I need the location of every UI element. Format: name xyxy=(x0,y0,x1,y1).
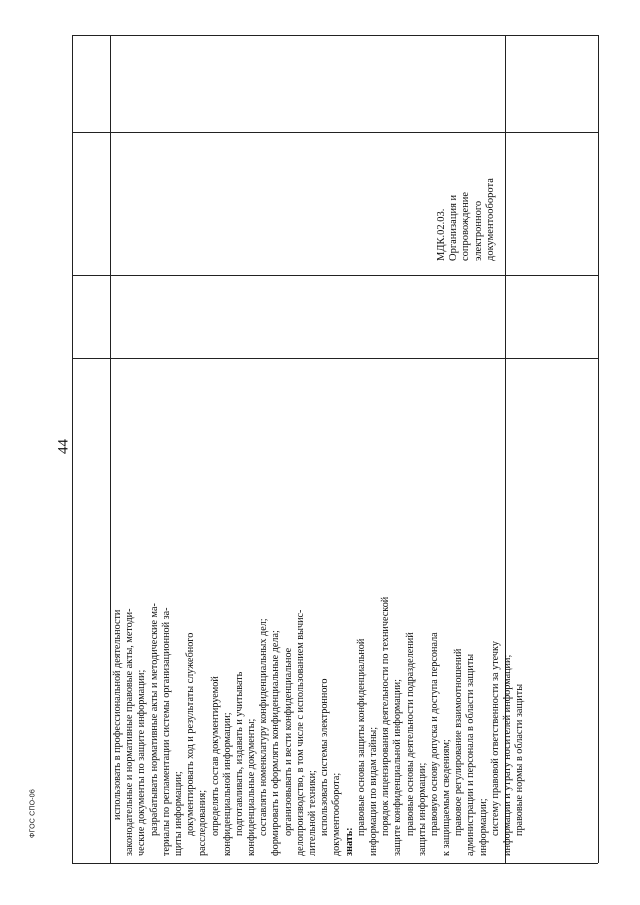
mdk-line: Организация и xyxy=(448,194,460,261)
mdk-line: электронного xyxy=(472,200,484,261)
content-line: защите конфиденциальной информации; xyxy=(392,679,404,856)
content-line: конфиденциальные документы; xyxy=(246,718,258,856)
content-line: к защищаемым сведениям; xyxy=(441,739,453,856)
content-line: териалы по регламентации системы организационной за- xyxy=(160,607,172,856)
page-number: 44 xyxy=(55,439,72,454)
content-line: составлять номенклатуру конфиденциальных дел; xyxy=(258,618,270,836)
content-line: документировать ход и результаты служебного xyxy=(185,632,197,836)
content-line: щиты информации; xyxy=(172,771,184,856)
content-line: организовывать и вести конфиденциальное xyxy=(282,647,294,836)
content-line: документооборота; xyxy=(331,772,343,856)
mdk-line: сопровождение xyxy=(460,191,472,261)
content-line: информации; xyxy=(477,798,489,856)
content-line: расследования; xyxy=(197,789,209,856)
content-line: правовые основы защиты конфиденциальной xyxy=(355,638,367,836)
content-line: делопроизводство, в том числе с использованием вычис- xyxy=(294,609,306,856)
content-line: определять состав документируемой xyxy=(209,676,221,836)
column-divider xyxy=(72,132,598,133)
column-divider xyxy=(72,275,598,276)
content-line: правовую основу допуска и доступа персонала xyxy=(428,632,440,836)
table-border-right xyxy=(72,35,598,36)
content-line: законодательные и нормативные правовые акты, методи- xyxy=(124,608,136,856)
row-divider xyxy=(110,35,111,863)
content-line: информации и утрату носителей информации; xyxy=(502,654,513,856)
mdk-cell xyxy=(436,178,497,261)
content-line: правовое регулирование взаимоотношений xyxy=(453,648,465,836)
content-line: формировать и оформлять конфиденциальные дела; xyxy=(270,630,282,856)
column-divider xyxy=(72,358,598,359)
content-line: администрации и персонала в области защиты xyxy=(465,653,477,856)
competencies-cell xyxy=(112,597,526,856)
content-line: использовать в профессиональной деятельности xyxy=(112,609,123,820)
table-border-left xyxy=(72,863,598,864)
content-line: использовать системы электронного xyxy=(319,678,331,836)
content-line: знать: xyxy=(343,827,355,856)
mdk-line: документооборота xyxy=(484,178,496,261)
content-line: правовые основы деятельности подразделений xyxy=(404,632,416,836)
table-border-bottom xyxy=(72,35,73,863)
content-line: разрабатывать нормативные акты и методические ма- xyxy=(148,603,160,836)
content-line: защиты информации; xyxy=(416,762,428,856)
content-line: конфиденциальной информации; xyxy=(221,712,233,856)
mdk-line: МДК.02.03. xyxy=(436,208,447,261)
content-line: лительной техники; xyxy=(307,770,318,856)
content-line: подготавливать, издавать и учитывать xyxy=(233,671,245,836)
content-line: порядок лицензирования деятельности по технической xyxy=(380,596,392,836)
content-line: систему правовой ответственности за утечку xyxy=(489,641,501,836)
content-line: информации по видам тайны; xyxy=(367,726,379,856)
content-line: правовые нормы в области защиты xyxy=(514,683,526,836)
footer-label: ФГОС СПО-06 xyxy=(29,789,37,839)
content-line: ческие документы по защите информации; xyxy=(136,669,148,856)
table-border-top xyxy=(598,35,599,863)
